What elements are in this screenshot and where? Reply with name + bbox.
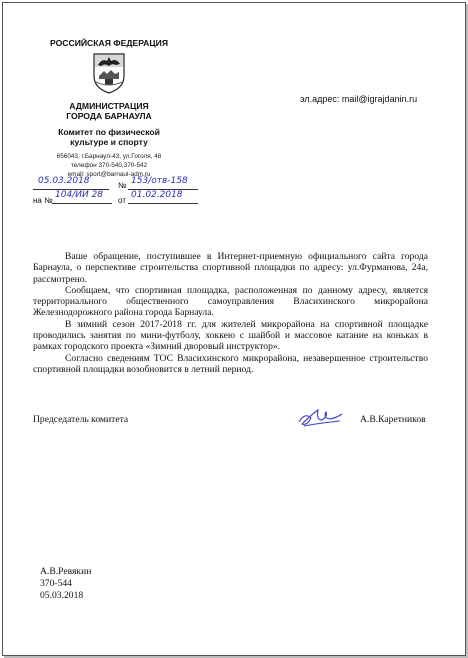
committee-name-line2: культуре и спорту bbox=[70, 137, 148, 147]
reference-number-label: на № bbox=[33, 196, 53, 205]
ref-date-underline bbox=[128, 202, 198, 204]
outgoing-number: 153/отв-158 bbox=[131, 176, 188, 186]
committee-address: 656043, г.Барнаул-43, ул.Гоголя, 48 bbox=[56, 153, 162, 160]
handwritten-signature bbox=[296, 404, 346, 430]
body-paragraph-2: Сообщаем, что спортивная площадка, расположенная по данному адресу, является территориального общественного самоуправления Власихинского микрорайона Железнодорожного района города Барнаула. bbox=[33, 284, 428, 319]
reference-date: 01.02.2018 bbox=[131, 190, 183, 200]
reference-number: 104/ИИ 28 bbox=[55, 190, 103, 200]
committee-email: email: sport@barnaul-adm.ru bbox=[67, 171, 151, 178]
executor-date: 05.03.2018 bbox=[40, 590, 84, 601]
executor-block bbox=[40, 566, 91, 602]
outgoing-date: 05.03.2018 bbox=[38, 176, 90, 186]
country-heading: РОССИЙСКАЯ ФЕДЕРАЦИЯ bbox=[49, 38, 169, 48]
executor-name: А.В.Ревякин bbox=[40, 566, 92, 577]
body-paragraph-3: В зимний сезон 2017-2018 гг. для жителей микрорайона на спортивной площадке проводились занятия по мини-футболу, хоккею с шайбой и массовое катание на коньках в рамках городского проекта «Зимний дворовый инструктор». bbox=[33, 318, 428, 353]
body-paragraph-4: Согласно сведениям ТОС Власихинского микрорайона, незавершенное строительство спортивной площадки возобновится в летний период. bbox=[33, 352, 428, 375]
signatory-name: А.В.Каретников bbox=[360, 414, 426, 425]
barnaul-coat-of-arms-icon bbox=[92, 52, 126, 94]
body-paragraph-1: Ваше обращение, поступившее в Интернет-приемную официального сайта города Барнаула, о перспективе строительства спортивной площадки по адресу: ул.Фурманова, 24а, рассмотрено. bbox=[33, 251, 428, 285]
recipient-email: эл.адрес: mail@igrajdanin.ru bbox=[300, 94, 418, 104]
executor-phone: 370-544 bbox=[40, 578, 72, 589]
ref-number-underline bbox=[52, 202, 112, 204]
committee-name-line1: Комитет по физической bbox=[58, 127, 160, 137]
reference-from-label: от bbox=[118, 196, 126, 205]
outgoing-number-label: № bbox=[118, 181, 127, 190]
committee-phone: телефон 370-540,370-542 bbox=[70, 162, 148, 169]
org-name-line2: ГОРОДА БАРНАУЛА bbox=[66, 111, 152, 121]
org-name-line1: АДМИНИСТРАЦИЯ bbox=[69, 101, 149, 111]
signatory-position: Председатель комитета bbox=[33, 414, 129, 425]
letter-body bbox=[33, 251, 428, 375]
